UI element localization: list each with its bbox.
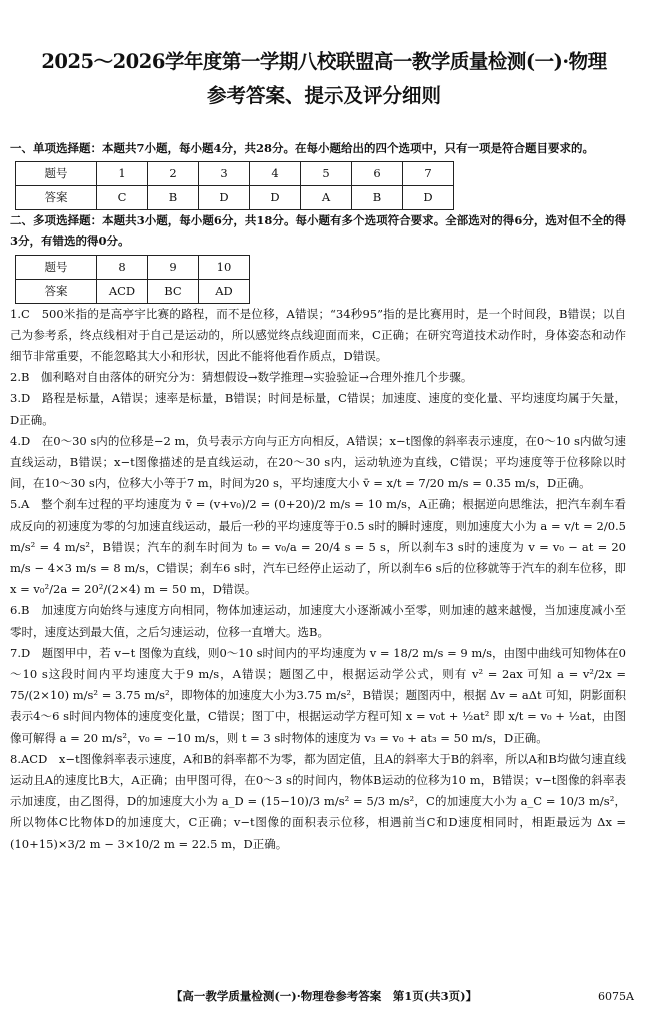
row-label: 答案: [16, 186, 97, 210]
explanation-1: 1.C 500米指的是高亭宇比赛的路程，而不是位移，A错误；“34秒95”指的是比赛用时，是一个时间段，B错误；以自己为参考系，终点线相对于自己是运动的，所以感觉终点线迎面而来，C正确；在研究弯道技术动作时，身体姿态和动作细节非常重要，不能忽略其大小和形状，因此不能将他看作质点，D错误。: [10, 306, 626, 364]
table-row: [16, 186, 454, 210]
explanation-2: 2.B 伽利略对自由落体的研究分为：猜想假设→数学推理→实验验证→合理外推几个步骤。: [10, 370, 473, 385]
document-code: 6075A: [598, 990, 634, 1003]
question-number: 10: [199, 255, 250, 279]
explanation-5: 5.A 整个刹车过程的平均速度为 v̄ = (v+v₀)/2 = (0+20)/2 m/s = 10 m/s，A正确；根据逆向思维法，把汽车刹车看成反向的初速度为零的匀加速直线运动，最后一秒的平均速度等于0.5 s时的瞬时速度，则加速度大小为 a = v/t = 2/0.5 m/s² = 4 m/s²，B错误；汽车的刹车时间为 t₀ = v₀/a = 20/4 s = 5 s，所以刹车3 s时的速度为 v = v₀ − at = 20 m/s − 4×3 m/s = 8 m/s，C错误；刹车6 s时，汽车已经停止运动了，所以刹车6 s后的位移就等于汽车的刹车位移，即 x = v₀²/2a = 20²/(2×4) m = 50 m，D错误。: [10, 497, 626, 597]
explanation-6: 6.B 加速度方向始终与速度方向相同，物体加速运动，加速度大小逐渐减小至零，则加速的越来越慢，当加速度减小至零时，速度达到最大值，之后匀速运动，位移一直增大。选B。: [10, 603, 626, 639]
answer-cell: A: [301, 186, 352, 210]
row-label: 题号: [16, 255, 97, 279]
explanation-8: 8.ACD x−t图像斜率表示速度，A和B的斜率都不为零，都为固定值，且A的斜率大于B的斜率，所以A和B均做匀速直线运动且A的速度比B大，A正确；由甲图可得，在0～3 s的时间内，物体B运动的位移为10 m，B错误；v−t图像的斜率表示加速度，由乙图得，D的加速度大小为 a_D = (15−10)/3 m/s² = 5/3 m/s²，C的加速度大小为 a_C = 10/3 m/s²，所以物体C比物体D的加速度大，C正确；v−t图像的面积表示位移，相遇前当C和D速度相同时，相距最远为 Δx = (10+15)×3/2 m − 3×10/2 m = 22.5 m，D正确。: [10, 751, 626, 851]
answer-cell: C: [97, 186, 148, 210]
document-title: 2025～2026学年度第一学期八校联盟高一教学质量检测(一)·物理: [41, 50, 607, 73]
document-subtitle: 参考答案、提示及评分细则: [206, 84, 441, 107]
question-number: 7: [403, 162, 454, 186]
question-number: 3: [199, 162, 250, 186]
answer-cell: AD: [199, 279, 250, 303]
row-label: 题号: [16, 162, 97, 186]
question-number: 4: [250, 162, 301, 186]
table-row: [16, 255, 250, 279]
section1-heading: 一、单项选择题：本题共7小题，每小题4分，共28分。在每小题给出的四个选项中，只有一项是符合题目要求的。: [10, 141, 595, 155]
question-number: 9: [148, 255, 199, 279]
multi-choice-answer-table: [15, 255, 250, 304]
table-row: [16, 279, 250, 303]
question-number: 6: [352, 162, 403, 186]
table-row: [16, 162, 454, 186]
explanation-4: 4.D 在0～30 s内的位移是−2 m，负号表示方向与正方向相反，A错误；x−t图像的斜率表示速度，在0～10 s内做匀速直线运动，B错误；x−t图像描述的是直线运动，在20～30 s内，运动轨迹为直线，C错误；平均速度等于位移除以时间，在10～30 s内，位移大小等于7 m，时间为20 s，平均速度大小 v̄ = x/t = 7/20 m/s = 0.35 m/s，D正确。: [10, 433, 626, 491]
question-number: 2: [148, 162, 199, 186]
explanation-3: 3.D 路程是标量，A错误；速率是标量，B错误；时间是标量，C错误；加速度、速度的变化量、平均速度均属于矢量，D正确。: [10, 391, 626, 427]
answer-cell: B: [148, 186, 199, 210]
question-number: 5: [301, 162, 352, 186]
answer-cell: BC: [148, 279, 199, 303]
answer-cell: D: [250, 186, 301, 210]
explanation-7: 7.D 题图甲中，若 v−t 图像为直线，则0～10 s时间内的平均速度为 v = 18/2 m/s = 9 m/s，由图中曲线可知物体在0～10 s这段时间内平均速度大于9 m/s，A错误；题图乙中，根据运动学公式，则有 v² = 2ax 可知 a = v²/2x = 75/(2×10) m/s² = 3.75 m/s²，即物体的加速度大小为3.75 m/s²，B错误；题图丙中，根据 Δv = aΔt 可知，阴影面积表示4～6 s时间内物体的速度变化量，C错误；图丁中，根据运动学方程可知 x = v₀t + ½at² 即 x/t = v₀ + ½at，由图像可解得 a = 20 m/s²，v₀ = −10 m/s，则 t = 3 s时物体的速度为 v₃ = v₀ + at₃ = 50 m/s，D正确。: [10, 645, 626, 745]
answer-cell: B: [352, 186, 403, 210]
single-choice-answer-table: [15, 161, 454, 210]
section2-heading: 二、多项选择题：本题共3小题，每小题6分，共18分。每小题有多个选项符合要求。全部选对的得6分，选对但不全的得3分，有错选的得0分。: [10, 213, 626, 249]
page-footer: 【高一教学质量检测(一)·物理卷参考答案 第1页(共3页)】: [170, 989, 478, 1003]
answer-cell: D: [403, 186, 454, 210]
question-number: 1: [97, 162, 148, 186]
answer-cell: ACD: [97, 279, 148, 303]
row-label: 答案: [16, 279, 97, 303]
document-body: [10, 138, 626, 855]
question-number: 8: [97, 255, 148, 279]
answer-cell: D: [199, 186, 250, 210]
